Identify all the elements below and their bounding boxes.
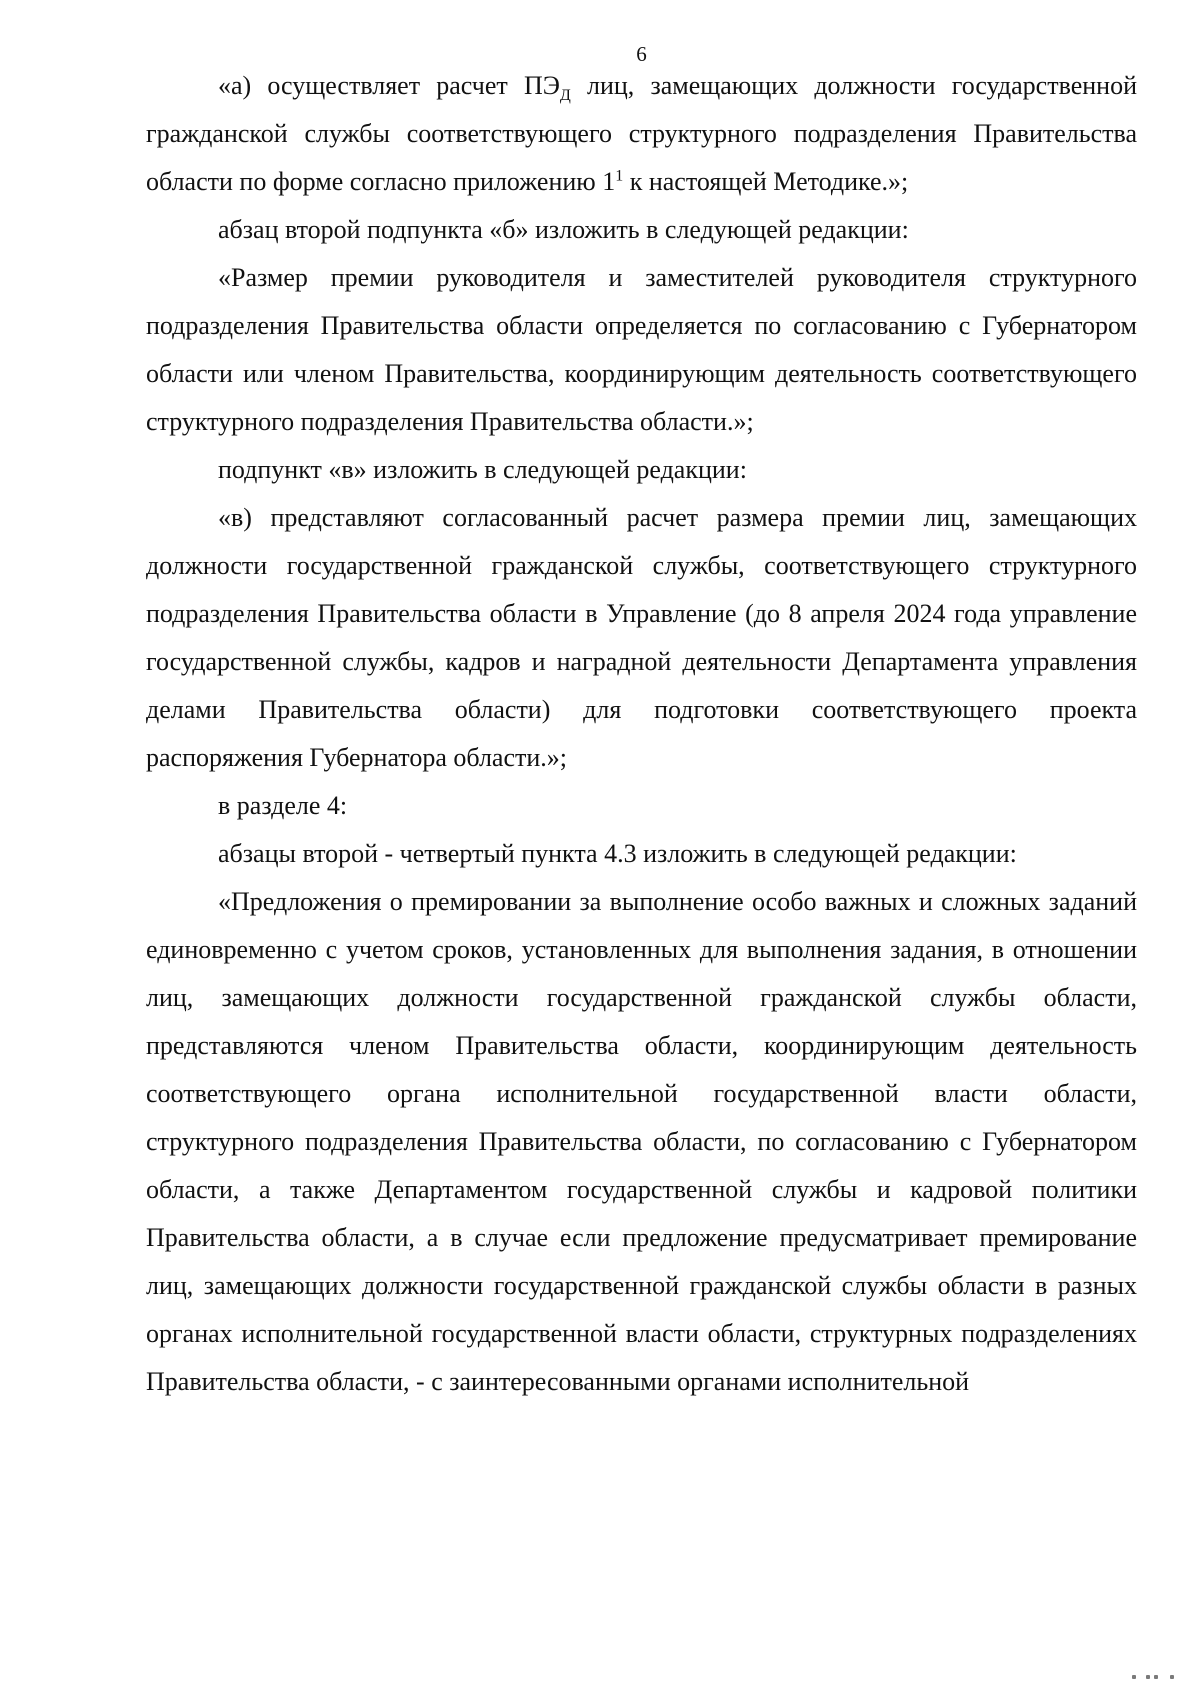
paragraph-amend-4-3-intro: абзацы второй - четвертый пункта 4.3 изложить в следующей редакции: (218, 839, 1017, 868)
page-number: 6 (636, 42, 647, 66)
paragraph-item-v: «в) представляют согласованный расчет размера премии лиц, замещающих должности государственной гражданской службы, соответствующего структурного подразделения Правительства области в Управление (до 8 апреля 2024 года управление государственной службы, кадров и наградной деятельности Департамента управления делами Правительства области) для подготовки соответствующего проекта распоряжения Губернатора области.»; (146, 503, 1137, 772)
paragraph-section-4: в разделе 4: (218, 791, 348, 820)
appendix-superscript: 1 (615, 167, 624, 185)
scan-mark-dot (1132, 1675, 1136, 1679)
scan-mark-dot (1170, 1675, 1174, 1679)
scan-mark-dot (1154, 1675, 1158, 1679)
pe-subscript: Д (559, 87, 571, 105)
paragraph-item-a-end: к настоящей Методике.»; (623, 167, 909, 196)
paragraph-item-a-start: «а) осуществляет расчет ПЭ (218, 71, 560, 100)
paragraph-bonus-size: «Размер премии руководителя и заместителей руководителя структурного подразделения Правительства области определяется по согласованию с Губернатором области или членом Правительства, координирующим деятельность соответствующего структурного подразделения Правительства области.»; (146, 263, 1137, 436)
paragraph-amend-b-intro: абзац второй подпункта «б» изложить в следующей редакции: (218, 215, 909, 244)
scan-corner-marks (1132, 1675, 1176, 1683)
document-body (146, 62, 1137, 1406)
paragraph-item-a-middle: лиц, замещающих должности государственной гражданской службы соответствующего структурного подразделения Правительства области по форме согласно приложению 1 (146, 71, 1137, 196)
paragraph-bonus-proposals: «Предложения о премировании за выполнение особо важных и сложных заданий единовременно с учетом сроков, установленных для выполнения задания, в отношении лиц, замещающих должности государственной гражданской службы области, представляются членом Правительства области, координирующим деятельность соответствующего органа исполнительной государственной власти области, структурного подразделения Правительства области, по согласованию с Губернатором области, а также Департаментом государственной службы и кадровой политики Правительства области, а в случае если предложение предусматривает премирование лиц, замещающих должности государственной гражданской службы области в разных органах исполнительной государственной власти области, структурных подразделениях Правительства области, - с заинтересованными органами исполнительной (146, 887, 1137, 1396)
paragraph-amend-v-intro: подпункт «в» изложить в следующей редакции: (218, 455, 747, 484)
paragraph-item-a (146, 62, 1137, 206)
scan-mark-dot (1146, 1675, 1150, 1679)
